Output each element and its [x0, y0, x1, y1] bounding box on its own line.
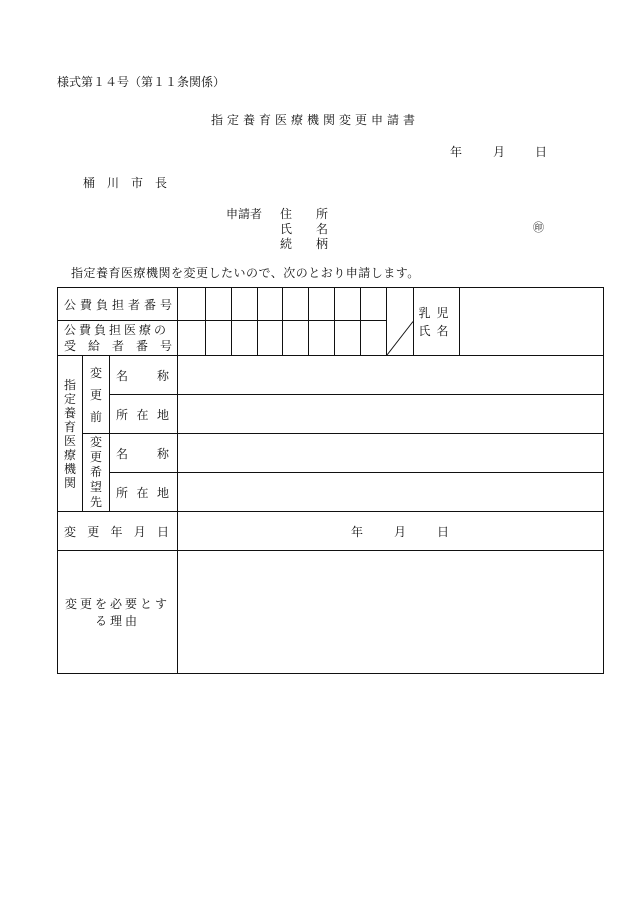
change-date-day: 日: [437, 525, 450, 539]
vertical-char: 育: [63, 419, 76, 434]
after-name-label-wrap: [110, 445, 177, 462]
infant-name-label: [414, 288, 460, 356]
payer-digit-box[interactable]: [206, 288, 232, 321]
before-vertical-label: [83, 356, 110, 434]
vertical-char: 前: [89, 409, 102, 424]
row-change-date: [58, 512, 604, 551]
vertical-char: 指: [63, 377, 76, 392]
change-date-month: 月: [394, 525, 407, 539]
recipient-digit-box[interactable]: [283, 321, 309, 356]
recipient-digit-box[interactable]: [309, 321, 335, 356]
vertical-char: 関: [63, 475, 76, 490]
change-date-label: [58, 512, 178, 551]
payer-digit-box[interactable]: [232, 288, 258, 321]
label-char: 称: [156, 446, 169, 461]
change-date-year: 年: [351, 525, 364, 539]
row-after-name: [58, 434, 604, 473]
vertical-char: 療: [63, 447, 76, 462]
reason-field[interactable]: [178, 551, 604, 674]
intro-text: 指定養育医療機関を変更したいので、次のとおり申請します。: [71, 266, 420, 280]
row-after-location: [58, 473, 604, 512]
label-char: 年: [110, 524, 123, 539]
vertical-char: 希: [89, 465, 102, 479]
applicant-relationship-label: 続 柄: [280, 237, 329, 251]
vertical-char: 望: [89, 480, 102, 494]
application-table: [57, 287, 604, 674]
recipient-digit-box[interactable]: [206, 321, 232, 356]
vertical-char: 先: [89, 495, 102, 509]
before-name-label-wrap: [110, 367, 177, 384]
row-reason: [58, 551, 604, 674]
recipient-digit-box[interactable]: [232, 321, 258, 356]
label-char: 地: [156, 485, 169, 500]
label-char: 所: [116, 407, 129, 422]
payer-digit-box[interactable]: [361, 288, 387, 321]
vertical-char: 変: [89, 365, 102, 380]
institution-vertical-label: [58, 356, 83, 512]
applicant-label: 申請者: [226, 207, 263, 221]
row-before-name: [58, 356, 604, 395]
change-date-value: [178, 523, 603, 539]
change-date-label-wrap: [58, 523, 177, 540]
seal-mark: ㊞: [533, 221, 544, 234]
recipient-digit-box[interactable]: [335, 321, 361, 356]
label-char: 月: [133, 524, 146, 539]
date-day-label: 日: [535, 145, 548, 159]
vertical-char: 養: [63, 405, 76, 420]
addressee: 桶 川 市 長: [83, 176, 168, 190]
recipient-number-line1: 公費負担医療の: [64, 323, 170, 337]
row-public-payer-number: [58, 288, 604, 321]
vertical-char: 定: [63, 391, 76, 406]
recipient-digit-box[interactable]: [258, 321, 283, 356]
row-before-location: [58, 395, 604, 434]
payer-digit-box[interactable]: [178, 288, 206, 321]
diagonal-slash-cell: [387, 288, 414, 356]
label-char: 在: [136, 485, 149, 500]
date-month-label: 月: [493, 145, 506, 159]
after-name-field[interactable]: [178, 434, 604, 473]
after-location-field[interactable]: [178, 473, 604, 512]
payer-digit-box[interactable]: [283, 288, 309, 321]
before-location-label: [110, 395, 178, 434]
label-char: 所: [116, 485, 129, 500]
infant-name-line2: 氏名: [418, 323, 455, 338]
after-vertical-label: [83, 434, 110, 512]
payer-digit-box[interactable]: [309, 288, 335, 321]
applicant-address-label: 住 所: [280, 207, 329, 221]
payer-digit-box[interactable]: [258, 288, 283, 321]
recipient-digit-box[interactable]: [361, 321, 387, 356]
form-title: 指定養育医療機関変更申請書: [211, 113, 420, 127]
label-char: 在: [136, 407, 149, 422]
label-char: 日: [156, 524, 169, 539]
label-char: 変: [64, 524, 77, 539]
recipient-number-line2: 受給者番号: [64, 339, 185, 353]
label-char: 名: [116, 446, 129, 461]
after-name-label: [110, 434, 178, 473]
after-location-label-wrap: [110, 484, 177, 501]
label-char: 称: [156, 368, 169, 383]
label-char: 地: [156, 407, 169, 422]
infant-name-field[interactable]: [460, 288, 604, 356]
vertical-char: 変: [89, 435, 102, 449]
vertical-char: 更: [89, 387, 102, 402]
label-char: 名: [116, 368, 129, 383]
form-number: 様式第１４号（第１１条関係）: [57, 75, 226, 89]
infant-name-line1: 乳児: [418, 305, 455, 320]
before-name-field[interactable]: [178, 356, 604, 395]
after-location-label: [110, 473, 178, 512]
label-char: 更: [87, 524, 100, 539]
reason-label: 変更を必要とする理由: [58, 551, 178, 674]
before-name-label: [110, 356, 178, 395]
recipient-number-label: [58, 321, 185, 356]
applicant-name-label: 氏 名: [280, 222, 329, 236]
date-year-label: 年: [450, 145, 463, 159]
public-payer-number-label: 公費負担者番号: [58, 288, 178, 321]
diagonal-slash: [387, 288, 413, 355]
before-location-label-wrap: [110, 406, 177, 423]
vertical-char: 更: [89, 450, 102, 464]
vertical-char: 機: [63, 461, 76, 476]
before-location-field[interactable]: [178, 395, 604, 434]
payer-digit-box[interactable]: [335, 288, 361, 321]
vertical-char: 医: [63, 433, 76, 448]
change-date-field[interactable]: [178, 512, 604, 551]
